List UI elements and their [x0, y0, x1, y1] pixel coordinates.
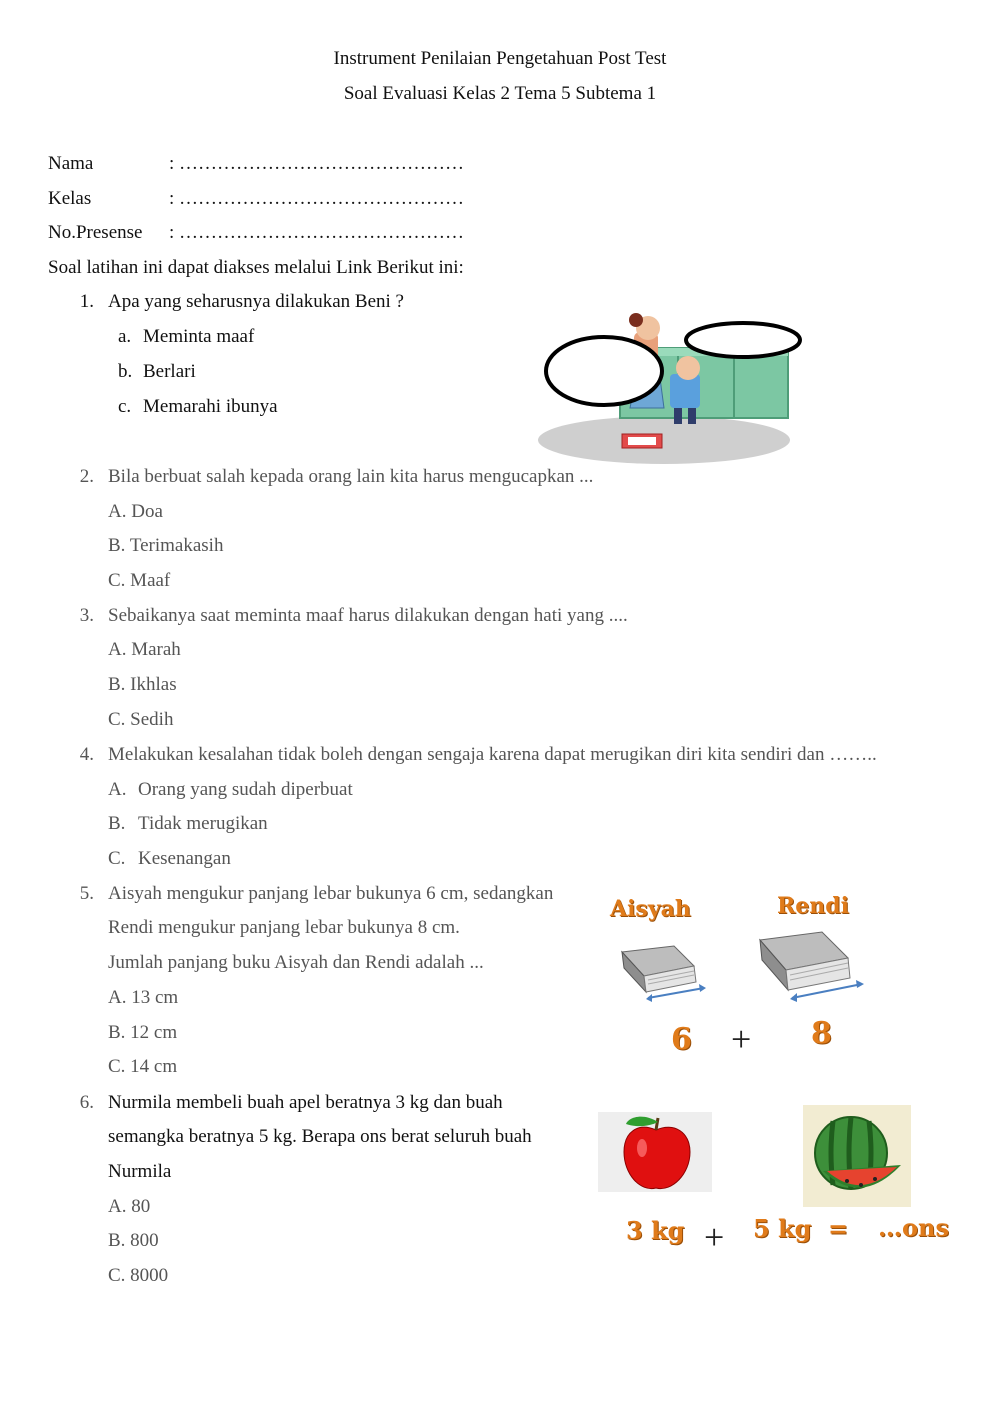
book-icon — [618, 942, 710, 1006]
option-key: B. — [108, 813, 126, 834]
question-number: 1. — [79, 291, 94, 312]
name-field[interactable]: : ……………………………………… — [169, 153, 465, 174]
option-key: a. — [118, 326, 132, 347]
question-6-line-3: Nurmila — [108, 1161, 172, 1182]
q2-option-c[interactable]: C. Maaf — [108, 570, 171, 591]
q4-option-b[interactable]: Tidak merugikan — [138, 813, 268, 834]
question-6-line-1: Nurmila membeli buah apel beratnya 3 kg dan buah — [108, 1092, 503, 1113]
q4-option-a[interactable]: Orang yang sudah diperbuat — [138, 779, 353, 800]
q2-option-b[interactable]: B. Terimakasih — [108, 535, 224, 556]
watermelon-icon — [803, 1105, 911, 1207]
q6-option-c[interactable]: C. 8000 — [108, 1265, 169, 1286]
page-subtitle: Soal Evaluasi Kelas 2 Tema 5 Subtema 1 — [343, 83, 657, 104]
class-field[interactable]: : ……………………………………… — [169, 188, 465, 209]
question-number: 3. — [79, 605, 94, 626]
q5-option-c[interactable]: C. 14 cm — [108, 1056, 178, 1077]
watermelon-weight: 5 kg — [753, 1214, 812, 1243]
intro-text: Soal latihan ini dapat diakses melalui Link Berikut ini: — [48, 257, 464, 278]
plus-operator: + — [704, 1217, 725, 1257]
question-number: 4. — [79, 744, 94, 765]
option-key: C. — [108, 848, 126, 869]
figure-value-right: 8 — [811, 1016, 832, 1051]
question-2-text: Bila berbuat salah kepada orang lain kita harus mengucapkan ... — [108, 466, 594, 487]
mother-child-illustration — [538, 312, 804, 468]
q1-option-b[interactable]: Berlari — [143, 361, 196, 382]
attendance-label: No.Presense — [48, 222, 143, 243]
q3-option-a[interactable]: A. Marah — [108, 639, 181, 660]
equals-operator: = — [828, 1214, 849, 1243]
q6-option-b[interactable]: B. 800 — [108, 1230, 159, 1251]
figure-name-rendi: Rendi — [777, 893, 850, 919]
q6-option-a[interactable]: A. 80 — [108, 1196, 151, 1217]
apple-icon — [598, 1112, 712, 1192]
q4-option-c[interactable]: Kesenangan — [138, 848, 231, 869]
question-5-line-3: Jumlah panjang buku Aisyah dan Rendi adalah ... — [108, 952, 484, 973]
q1-option-a[interactable]: Meminta maaf — [143, 326, 255, 347]
question-3-text: Sebaikanya saat meminta maaf harus dilakukan dengan hati yang .... — [108, 605, 628, 626]
name-label: Nama — [48, 153, 94, 174]
q3-option-b[interactable]: B. Ikhlas — [108, 674, 177, 695]
question-5-line-1: Aisyah mengukur panjang lebar bukunya 6 cm, sedangkan — [108, 883, 554, 904]
q5-option-a[interactable]: A. 13 cm — [108, 987, 179, 1008]
option-key: b. — [118, 361, 133, 382]
book-icon — [756, 928, 868, 1006]
question-number: 2. — [79, 466, 94, 487]
q5-option-b[interactable]: B. 12 cm — [108, 1022, 178, 1043]
figure-value-left: 6 — [671, 1022, 692, 1057]
question-1-text: Apa yang seharusnya dilakukan Beni ? — [108, 291, 404, 312]
apple-weight: 3 kg — [626, 1216, 685, 1245]
q2-option-a[interactable]: A. Doa — [108, 501, 163, 522]
q1-option-c[interactable]: Memarahi ibunya — [143, 396, 278, 417]
q3-option-c[interactable]: C. Sedih — [108, 709, 174, 730]
question-number: 6. — [79, 1092, 94, 1113]
class-label: Kelas — [48, 188, 92, 209]
option-key: A. — [108, 779, 127, 800]
option-key: c. — [118, 396, 132, 417]
question-5-line-2: Rendi mengukur panjang lebar bukunya 8 cm. — [108, 917, 460, 938]
page-title: Instrument Penilaian Pengetahuan Post Test — [333, 48, 667, 69]
result-placeholder: …ons — [878, 1213, 949, 1242]
figure-name-aisyah: Aisyah — [610, 896, 691, 922]
attendance-field[interactable]: : ……………………………………… — [169, 222, 465, 243]
question-4-text: Melakukan kesalahan tidak boleh dengan sengaja karena dapat merugikan diri kita sendiri dan …….. — [108, 744, 877, 765]
question-6-line-2: semangka beratnya 5 kg. Berapa ons berat seluruh buah — [108, 1126, 532, 1147]
plus-operator: + — [731, 1019, 752, 1059]
question-number: 5. — [79, 883, 94, 904]
